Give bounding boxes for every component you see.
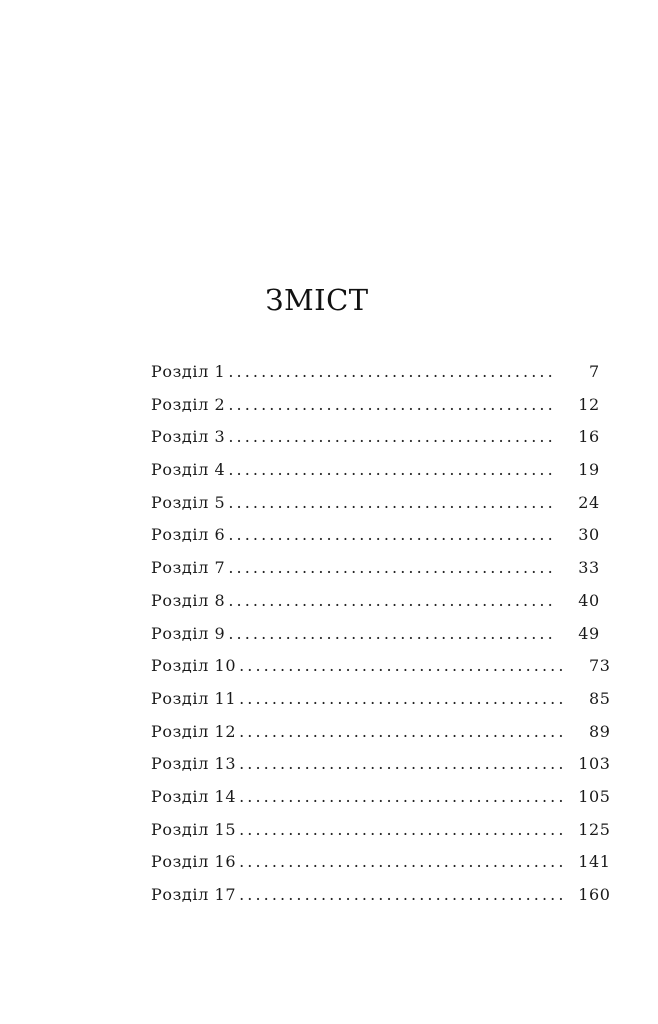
toc-entry	[151, 393, 600, 426]
page-title: ЗМІСТ	[265, 283, 369, 317]
toc-entry-label: Розділ 4	[151, 460, 226, 480]
toc-entry-page-number: 85	[588, 688, 611, 708]
toc-entry-page-number: 141	[578, 852, 611, 872]
toc-entry-label: Розділ 15	[151, 819, 237, 839]
toc-entry-label: Розділ 1	[151, 362, 226, 381]
toc-entry	[151, 850, 611, 883]
toc-entry-page-number: 7	[588, 362, 600, 381]
toc-leader-dots: ........................................	[239, 754, 567, 774]
toc-leader-dots: ........................................	[228, 362, 556, 381]
toc-entry-page-number: 49	[578, 623, 600, 643]
toc-leader-dots: ........................................	[239, 819, 567, 839]
toc-leader-dots: ........................................	[239, 852, 567, 872]
toc-leader-dots: ........................................	[239, 721, 567, 741]
toc-entry	[151, 687, 611, 720]
toc-entry	[151, 523, 600, 556]
toc-leader-dots: ........................................	[228, 558, 556, 578]
toc-entry-page-number: 40	[578, 590, 600, 610]
toc-entry-page-number: 30	[578, 525, 600, 545]
toc-entry-label: Розділ 2	[151, 394, 226, 414]
toc-entry	[151, 785, 611, 818]
toc-entry-page-number: 24	[578, 492, 600, 512]
toc-leader-dots: ........................................	[228, 460, 556, 480]
toc-entry	[151, 360, 600, 393]
toc-entry	[151, 720, 611, 753]
toc-leader-dots: ........................................	[228, 590, 556, 610]
toc-entry-label: Розділ 7	[151, 558, 226, 578]
toc-entry-label: Розділ 13	[151, 754, 237, 774]
toc-leader-dots: ........................................	[239, 656, 567, 676]
toc-entry	[151, 752, 611, 785]
toc-entry	[151, 818, 611, 851]
toc-entry-label: Розділ 5	[151, 492, 226, 512]
toc-entry-label: Розділ 9	[151, 623, 226, 643]
toc-entry-page-number: 160	[578, 885, 611, 904]
toc-entry	[151, 458, 600, 491]
toc-entry-label: Розділ 10	[151, 656, 237, 676]
toc-entry-page-number: 89	[588, 721, 611, 741]
toc-leader-dots: ........................................	[228, 427, 556, 447]
toc-entry-label: Розділ 11	[151, 688, 237, 708]
toc-entry-page-number: 105	[578, 786, 611, 806]
toc-entry	[151, 556, 600, 589]
toc-entry-page-number: 125	[578, 819, 611, 839]
toc-entry	[151, 491, 600, 524]
toc-leader-dots: ........................................	[228, 492, 556, 512]
toc-entry-page-number: 103	[578, 754, 611, 774]
toc-leader-dots: ........................................	[239, 786, 567, 806]
toc-entry-label: Розділ 3	[151, 427, 226, 447]
table-of-contents	[151, 360, 611, 916]
toc-entry-label: Розділ 12	[151, 721, 237, 741]
toc-entry	[151, 883, 611, 916]
toc-entry-page-number: 12	[578, 394, 600, 414]
toc-entry-page-number: 19	[578, 460, 600, 480]
toc-entry	[151, 425, 600, 458]
toc-entry	[151, 654, 611, 687]
toc-entry-label: Розділ 16	[151, 852, 237, 872]
toc-entry-page-number: 33	[578, 558, 600, 578]
toc-entry-page-number: 16	[578, 427, 600, 447]
toc-entry-label: Розділ 14	[151, 786, 237, 806]
toc-entry-label: Розділ 17	[151, 885, 237, 904]
toc-leader-dots: ........................................	[239, 688, 567, 708]
toc-entry-page-number: 73	[588, 656, 611, 676]
toc-leader-dots: ........................................	[239, 885, 567, 904]
toc-leader-dots: ........................................	[228, 394, 556, 414]
toc-leader-dots: ........................................	[228, 525, 556, 545]
toc-entry	[151, 589, 600, 622]
toc-entry-label: Розділ 8	[151, 590, 226, 610]
toc-leader-dots: ........................................	[228, 623, 556, 643]
toc-entry-label: Розділ 6	[151, 525, 226, 545]
toc-entry	[151, 622, 600, 655]
